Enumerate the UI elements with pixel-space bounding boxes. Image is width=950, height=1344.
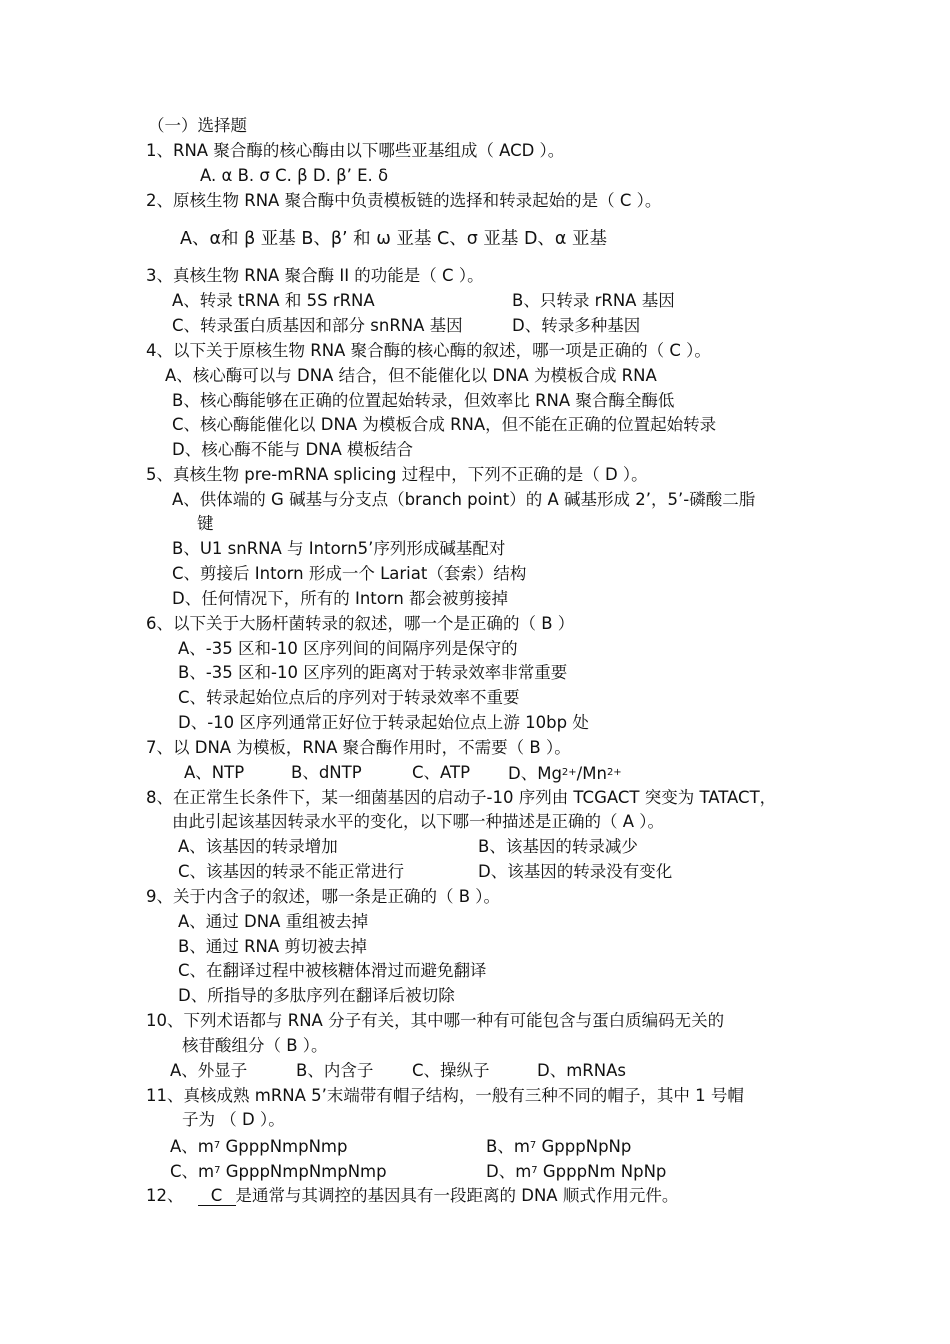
q7-option-d: D、$Mg^{2+}/Mn^{2+}$	[508, 764, 622, 783]
question-5: 5、真核生物 pre-mRNA splicing 过程中，下列不正确的是（ D ）。	[146, 465, 648, 484]
section-heading: （一）选择题	[148, 116, 247, 135]
question-9: 9、关于内含子的叙述，哪一条是正确的（ B ）。	[146, 887, 501, 906]
question-11-cont: 子为 （ D ）。	[182, 1110, 285, 1129]
q7-option-a: A、NTP	[184, 763, 245, 782]
question-12: 12、 C 是通常与其调控的基因具有一段距离的 DNA 顺式作用元件。	[146, 1186, 679, 1205]
question-10-cont: 核苷酸组分（ B ）。	[182, 1036, 328, 1055]
q11-option-d: D、$m^7$ GpppNm NpNp	[486, 1162, 667, 1181]
q5-option-a-cont: 键	[197, 514, 214, 533]
q6-option-a: A、-35 区和-10 区序列间的间隔序列是保守的	[178, 639, 518, 658]
q5-option-d: D、任何情况下，所有的 Intorn 都会被剪接掉	[172, 589, 509, 608]
question-3: 3、真核生物 RNA 聚合酶 II 的功能是（ C ）。	[146, 266, 484, 285]
q4-option-b: B、核心酶能够在正确的位置起始转录，但效率比 RNA 聚合酶全酶低	[172, 391, 675, 410]
q9-option-a: A、通过 DNA 重组被去掉	[178, 912, 369, 931]
q9-option-d: D、所指导的多肽序列在翻译后被切除	[178, 986, 455, 1005]
question-1: 1、RNA 聚合酶的核心酶由以下哪些亚基组成（ ACD ）。	[146, 141, 565, 160]
q10-option-b: B、内含子	[296, 1061, 374, 1080]
q8-option-a: A、该基因的转录增加	[178, 837, 338, 856]
q11-option-c: C、$m^7$ GpppNmpNmpNmp	[170, 1162, 387, 1181]
q5-option-a: A、供体端的 G 碱基与分支点（branch point）的 A 碱基形成 2’，5’-磷酸二脂	[172, 490, 756, 509]
q1-options: A. α B. σ C. β D. β’ E. δ	[200, 166, 389, 185]
q11-option-a: A、$m^7$ GpppNmpNmp	[170, 1137, 348, 1156]
q3-option-d: D、转录多种基因	[512, 316, 641, 335]
question-2: 2、原核生物 RNA 聚合酶中负责模板链的选择和转录起始的是（ C ）。	[146, 191, 662, 210]
q4-option-a: A、核心酶可以与 DNA 结合，但不能催化以 DNA 为模板合成 RNA	[165, 366, 657, 385]
question-10: 10、下列术语都与 RNA 分子有关，其中哪一种有可能包含与蛋白质编码无关的	[146, 1011, 725, 1030]
q6-option-b: B、-35 区和-10 区序列的距离对于转录效率非常重要	[178, 663, 568, 682]
q4-option-c: C、核心酶能催化以 DNA 为模板合成 RNA，但不能在正确的位置起始转录	[172, 415, 717, 434]
q3-option-a: A、转录 tRNA 和 5S rRNA	[172, 291, 375, 310]
q5-option-b: B、U1 snRNA 与 Intorn5’序列形成碱基配对	[172, 539, 506, 558]
question-11: 11、真核成熟 mRNA 5’末端带有帽子结构，一般有三种不同的帽子，其中 1 号帽	[146, 1086, 744, 1105]
q7-option-b: B、dNTP	[291, 763, 362, 782]
question-7: 7、以 DNA 为模板，RNA 聚合酶作用时，不需要（ B ）。	[146, 738, 571, 757]
q8-option-d: D、该基因的转录没有变化	[478, 862, 673, 881]
q3-option-c: C、转录蛋白质基因和部分 snRNA 基因	[172, 316, 463, 335]
q10-option-d: D、mRNAs	[537, 1061, 626, 1080]
q8-option-b: B、该基因的转录减少	[478, 837, 638, 856]
q3-option-b: B、只转录 rRNA 基因	[512, 291, 675, 310]
q2-options: A、α和 β 亚基 B、β’ 和 ω 亚基 C、σ 亚基 D、α 亚基	[180, 229, 608, 249]
q8-option-c: C、该基因的转录不能正常进行	[178, 862, 405, 881]
q9-option-b: B、通过 RNA 剪切被去掉	[178, 937, 367, 956]
q6-option-d: D、-10 区序列通常正好位于转录起始位点上游 10bp 处	[178, 713, 589, 732]
question-8-cont: 由此引起该基因转录水平的变化，以下哪一种描述是正确的（ A ）。	[172, 812, 665, 831]
q5-option-c: C、剪接后 Intorn 形成一个 Lariat（套索）结构	[172, 564, 527, 583]
q4-option-d: D、核心酶不能与 DNA 模板结合	[172, 440, 414, 459]
q6-option-c: C、转录起始位点后的序列对于转录效率不重要	[178, 688, 520, 707]
question-4: 4、以下关于原核生物 RNA 聚合酶的核心酶的叙述，哪一项是正确的（ C ）。	[146, 341, 711, 360]
q11-option-b: B、$m^7$ GpppNpNp	[486, 1137, 632, 1156]
q9-option-c: C、在翻译过程中被核糖体滑过而避免翻译	[178, 961, 487, 980]
question-6: 6、以下关于大肠杆菌转录的叙述，哪一个是正确的（ B ）	[146, 614, 575, 633]
q10-option-c: C、操纵子	[412, 1061, 490, 1080]
q7-option-c: C、ATP	[412, 763, 471, 782]
answer-blank: C	[198, 1187, 236, 1206]
question-8: 8、在正常生长条件下，某一细菌基因的启动子-10 序列由 TCGACT 突变为 TATACT，	[146, 788, 777, 807]
q10-option-a: A、外显子	[170, 1061, 248, 1080]
